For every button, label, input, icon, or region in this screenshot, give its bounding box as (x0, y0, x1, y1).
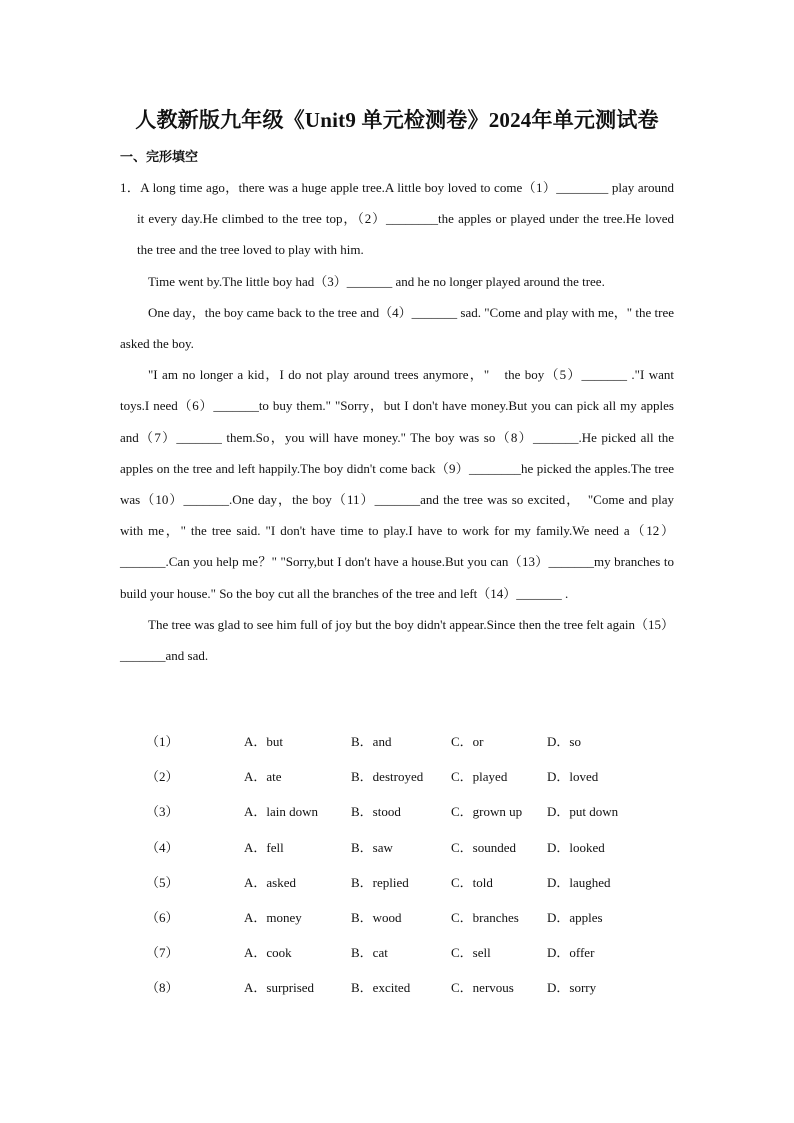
passage-paragraph-5: The tree was glad to see him full of joy but the boy didn't appear.Since then the tree felt again（15）_______and sad. (120, 616, 674, 664)
option-b: B．destroyed (351, 769, 424, 785)
option-d: D．loved (547, 769, 599, 785)
option-row (146, 837, 666, 872)
option-c: C．sell (451, 945, 491, 961)
option-d: D．laughed (547, 874, 611, 890)
option-row (146, 907, 666, 942)
option-a: A．asked (244, 874, 296, 890)
option-row (146, 766, 666, 801)
option-c: C．told (451, 874, 493, 890)
question-number: （4） (146, 839, 179, 855)
option-a: A．money (244, 909, 302, 925)
option-b: B．saw (351, 839, 393, 855)
option-d: D．looked (547, 839, 605, 855)
option-b: B．wood (351, 909, 402, 925)
option-c: C．branches (451, 909, 519, 925)
option-c: C．played (451, 769, 508, 785)
question-number: （3） (146, 804, 179, 820)
passage-paragraph-1: 1．A long time ago，there was a huge apple tree.A little boy loved to come（1）________ play around it every day.He climbed to the tree top，（2）________the apples or played under the tree.He loved the tree and the tree loved to play with him. (120, 180, 674, 258)
option-d: D．put down (547, 804, 619, 820)
passage-paragraph-2: Time went by.The little boy had（3）_______ and he no longer played around the tree. (148, 273, 605, 289)
question-number: （7） (146, 945, 179, 961)
passage-paragraph-4: "I am no longer a kid，I do not play around trees anymore，" the boy（5）_______ ."I want toys.I need（6）_______to buy them." "Sorry，but I don't have money.But you can pick all my apples and（7）_______ them.So，you will have money." The boy was so（8）_______.He picked all the apples on the tree and left happily.The boy didn't come back（9）________he picked the apples.The tree was（10）_______.One day，the boy（11）_______and the tree was so excited， "Come and play with me，" the tree said. "I don't have time to play.I have to work for my family.We need a（12）_______.Can you help me？" "Sorry,but I don't have a house.But you can（13）_______my branches to build your house." So the boy cut all the branches of the tree and left（14）_______ . (120, 367, 675, 601)
option-c: C．nervous (451, 980, 514, 996)
option-row (146, 977, 666, 1012)
option-d: D．sorry (547, 980, 597, 996)
option-a: A．cook (244, 945, 292, 961)
option-b: B．cat (351, 945, 388, 961)
option-a: A．ate (244, 769, 282, 785)
passage-paragraph-3: One day，the boy came back to the tree and（4）_______ sad. "Come and play with me，" the tree asked the boy. (120, 304, 674, 352)
page-title: 人教新版九年级《Unit9 单元检测卷》2024年单元测试卷 (135, 108, 659, 132)
option-b: B．excited (351, 980, 411, 996)
option-a: A．fell (244, 839, 284, 855)
options-table (146, 731, 666, 1013)
option-a: A．surprised (244, 980, 315, 996)
option-row (146, 801, 666, 836)
option-c: C．sounded (451, 839, 517, 855)
question-number: （6） (146, 909, 179, 925)
option-c: C．grown up (451, 804, 523, 820)
option-a: A．lain down (244, 804, 319, 820)
option-row (146, 731, 666, 766)
option-row (146, 942, 666, 977)
section-heading: 一、完形填空 (120, 150, 199, 165)
option-c: C．or (451, 734, 484, 749)
option-d: D．apples (547, 909, 603, 925)
question-number: （2） (146, 769, 179, 785)
option-row (146, 872, 666, 907)
question-number: （5） (146, 874, 179, 890)
option-d: D．so (547, 734, 581, 749)
question-number: （1） (146, 734, 179, 749)
question-number: （8） (146, 980, 179, 996)
option-b: B．stood (351, 804, 401, 820)
cloze-passage (120, 172, 674, 671)
option-a: A．but (244, 734, 284, 749)
option-d: D．offer (547, 945, 595, 961)
option-b: B．replied (351, 874, 409, 890)
option-b: B．and (351, 734, 392, 749)
